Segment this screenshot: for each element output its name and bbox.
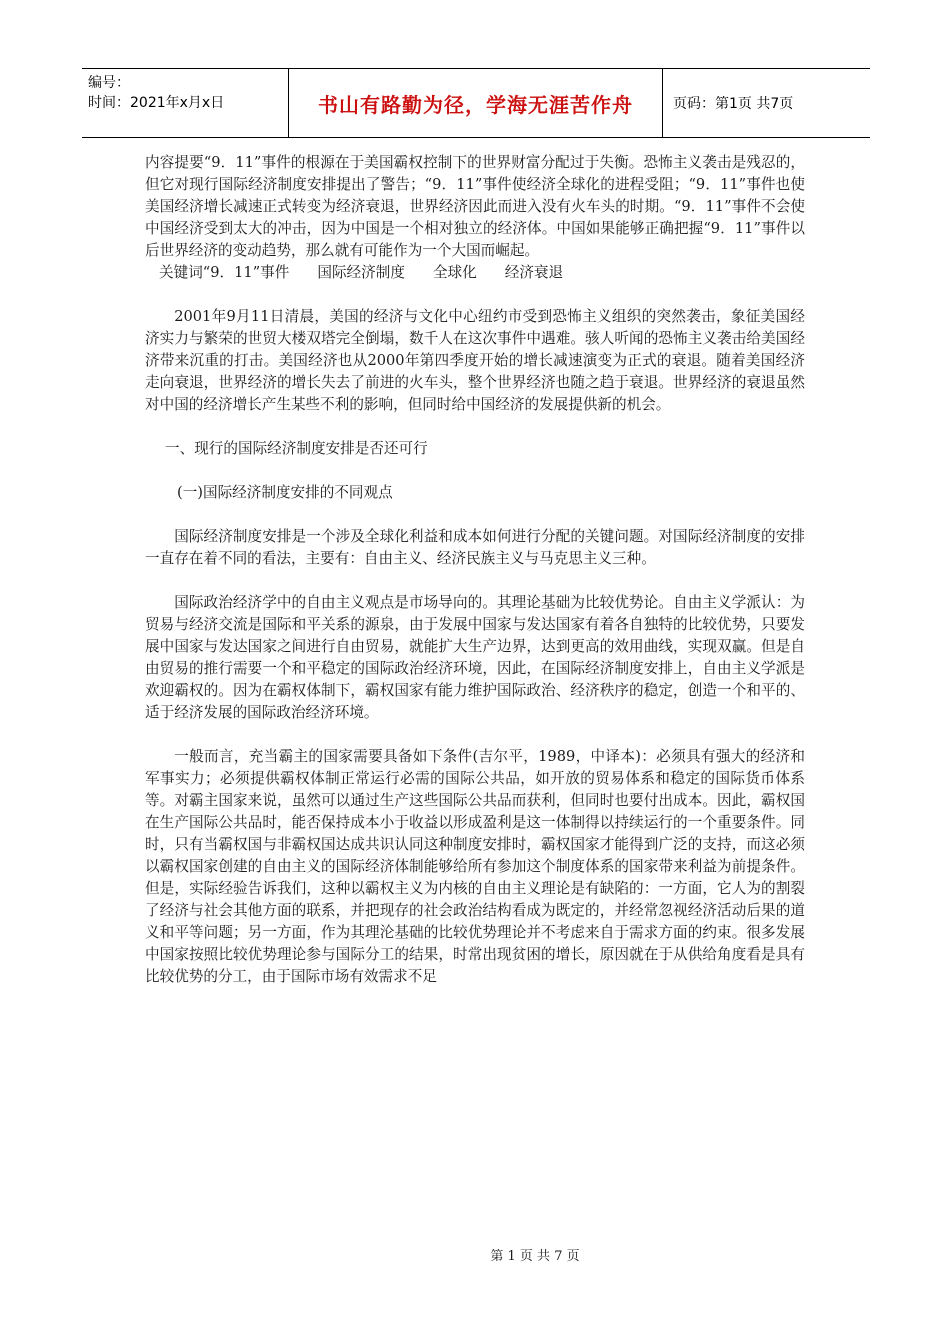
keyword-item: 国际经济制度 (317, 264, 405, 281)
section-heading: 一、现行的国际经济制度安排是否还可行 (165, 440, 428, 457)
document-number-label: 编号： (88, 75, 130, 91)
header-motto: 书山有路勤为径，学海无涯苦作舟 (289, 69, 663, 137)
body-paragraph: 国际政治经济学中的自由主义观点是市场导向的。其理论基础为比较优势论。自由主义学派认：为贸易与经济交流是国际和平关系的源泉，由于发展中国家与发达国家有着各自独特的比较优势，只要发展中国家与发达国家之间进行自由贸易，就能扩大生产边界，达到更高的效用曲线，实现双赢。但是自由贸易的推行需要一个和平稳定的国际政治经济环境，因此，在国际经济制度安排上，自由主义学派是欢迎霸权的。因为在霸权体制下，霸权国家有能力维护国际政治、经济秩序的稳定，创造一个和平的、适于经济发展的国际政治经济环境。 (145, 594, 805, 721)
keywords-label: 关键词 (159, 264, 203, 281)
abstract-paragraph: 内容提要“9．11”事件的根源在于美国霸权控制下的世界财富分配过于失衡。恐怖主义袭击是残忍的，但它对现行国际经济制度安排提出了警告；“9．11”事件使经济全球化的进程受阻；“9．11”事件也使美国经济增长减速正式转变为经济衰退，世界经济因此而进入没有火车头的时期。“9．11”事件不会使中国经济受到太大的冲击，因为中国是一个相对独立的经济体。中国如果能够正确把握“9．11”事件以后世界经济的变动趋势，那么就有可能作为一个大国而崛起。 (145, 154, 805, 259)
keyword-item: “9．11”事件 (202, 264, 290, 281)
keywords-line (145, 262, 805, 284)
keyword-item: 全球化 (432, 264, 477, 281)
header-meta (82, 69, 289, 137)
page-footer: 第 1 页 共 7 页 (490, 1249, 580, 1264)
document-body (145, 152, 805, 988)
body-paragraph: 国际经济制度安排是一个涉及全球化利益和成本如何进行分配的关键问题。对国际经济制度的安排一直存在着不同的看法，主要有：自由主义、经济民族主义与马克思主义三种。 (145, 528, 805, 567)
keyword-item: 经济衰退 (504, 264, 564, 281)
page-header (82, 68, 870, 138)
document-time-label: 时间：2021年x月x日 (88, 95, 225, 111)
subsection-heading: (一)国际经济制度安排的不同观点 (177, 484, 393, 501)
header-page-info: 页码：第1页 共7页 (673, 96, 794, 112)
body-paragraph: 一般而言，充当霸主的国家需要具备如下条件(吉尔平，1989，中译本)：必须具有强大的经济和军事实力；必须提供霸权体制正常运行必需的国际公共品，如开放的贸易体系和稳定的国际货币体系等。对霸主国家来说，虽然可以通过生产这些国际公共品而获利，但同时也要付出成本。因此，霸权国在生产国际公共品时，能否保持成本小于收益以形成盈利是这一体制得以持续运行的一个重要条件。同时，只有当霸权国与非霸权国达成共识认同这种制度安排时，霸权国家才能得到广泛的支持，而这必须以霸权国家创建的自由主义的国际经济体制能够给所有参加这个制度体系的国家带来利益为前提条件。但是，实际经验告诉我们，这种以霸权主义为内核的自由主义理论是有缺陷的：一方面，它人为的割裂了经济与社会其他方面的联系，并把现存的社会政治结构看成为既定的，并经常忽视经济活动后果的道义和平等问题；另一方面，作为其理沦基础的比较优势理论并不考虑来自于需求方面的约束。很多发展中国家按照比较优势理论参与国际分工的结果，时常出现贫困的增长，原因就在于从供给角度看是具有比较优势的分工，由于国际市场有效需求不足 (145, 748, 805, 985)
intro-paragraph: 2001年9月11日清晨，美国的经济与文化中心纽约市受到恐怖主义组织的突然袭击，象征美国经济实力与繁荣的世贸大楼双塔完全倒塌，数千人在这次事件中遇难。骇人听闻的恐怖主义袭击给美国经济带来沉重的打击。美国经济也从2000年第四季度开始的增长减速演变为正式的衰退。随着美国经济走向衰退，世界经济的增长失去了前进的火车头，整个世界经济也随之趋于衰退。世界经济的衰退虽然对中国的经济增长产生某些不利的影响，但同时给中国经济的发展提供新的机会。 (145, 308, 805, 413)
